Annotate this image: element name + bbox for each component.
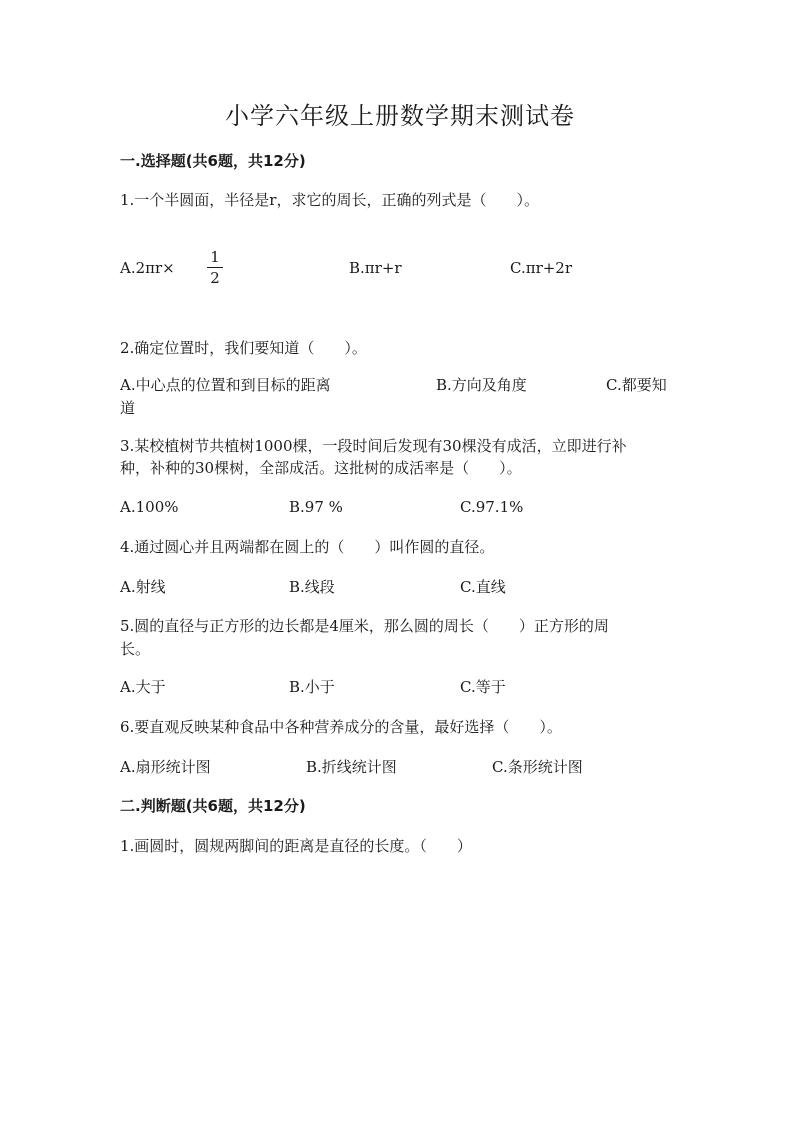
section-heading-judgement: 二.判断题(共6题，共12分) [120,797,306,815]
fraction-denominator: 2 [210,269,220,287]
question-6-option-c: C.条形统计图 [492,758,583,776]
section-heading-choice: 一.选择题(共6题，共12分) [120,152,306,170]
question-1-option-b: B.πr+r [349,259,402,277]
question-3-option-a: A.100% [120,498,179,516]
question-5-option-b: B.小于 [289,678,335,696]
page-title: 小学六年级上册数学期末测试卷 [225,102,575,130]
fraction-numerator: 1 [210,248,220,266]
question-1-option-a: A.2πr× [120,259,175,277]
question-6-option-b: B.折线统计图 [306,758,397,776]
question-2-option-c-wrap: 道 [120,399,136,417]
question-2-option-b: B.方向及角度 [436,376,527,394]
question-4: 4.通过圆心并且两端都在圆上的（ ）叫作圆的直径。 [120,538,495,556]
question-1-option-c: C.πr+2r [510,259,573,277]
question-3-option-b: B.97 % [289,498,343,516]
question-5-option-c: C.等于 [460,678,506,696]
question-2-option-a: A.中心点的位置和到目标的距离 [120,376,331,394]
question-4-option-b: B.线段 [289,578,335,596]
question-4-option-c: C.直线 [460,578,506,596]
question-2: 2.确定位置时，我们要知道（ ）。 [120,339,367,357]
question-1: 1.一个半圆面，半径是r，求它的周长，正确的列式是（ ）。 [120,191,539,209]
fraction-bar [207,267,223,268]
question-5-line-1: 5.圆的直径与正方形的边长都是4厘米，那么圆的周长（ ）正方形的周 [120,617,609,635]
fraction-one-half [207,248,223,287]
question-3-line-1: 3.某校植树节共植树1000棵，一段时间后发现有30棵没有成活，立即进行补 [120,437,627,455]
question-5-option-a: A.大于 [120,678,166,696]
question-3-option-c: C.97.1% [460,498,524,516]
question-6: 6.要直观反映某种食品中各种营养成分的含量，最好选择（ ）。 [120,718,562,736]
question-5-line-2: 长。 [120,640,151,658]
question-6-option-a: A.扇形统计图 [120,758,211,776]
judgement-1: 1.画圆时，圆规两脚间的距离是直径的长度。（ ） [120,837,472,855]
question-3-line-2: 种，补种的30棵树，全部成活。这批树的成活率是（ ）。 [120,459,522,477]
question-2-option-c: C.都要知 [606,376,667,394]
question-4-option-a: A.射线 [120,578,166,596]
